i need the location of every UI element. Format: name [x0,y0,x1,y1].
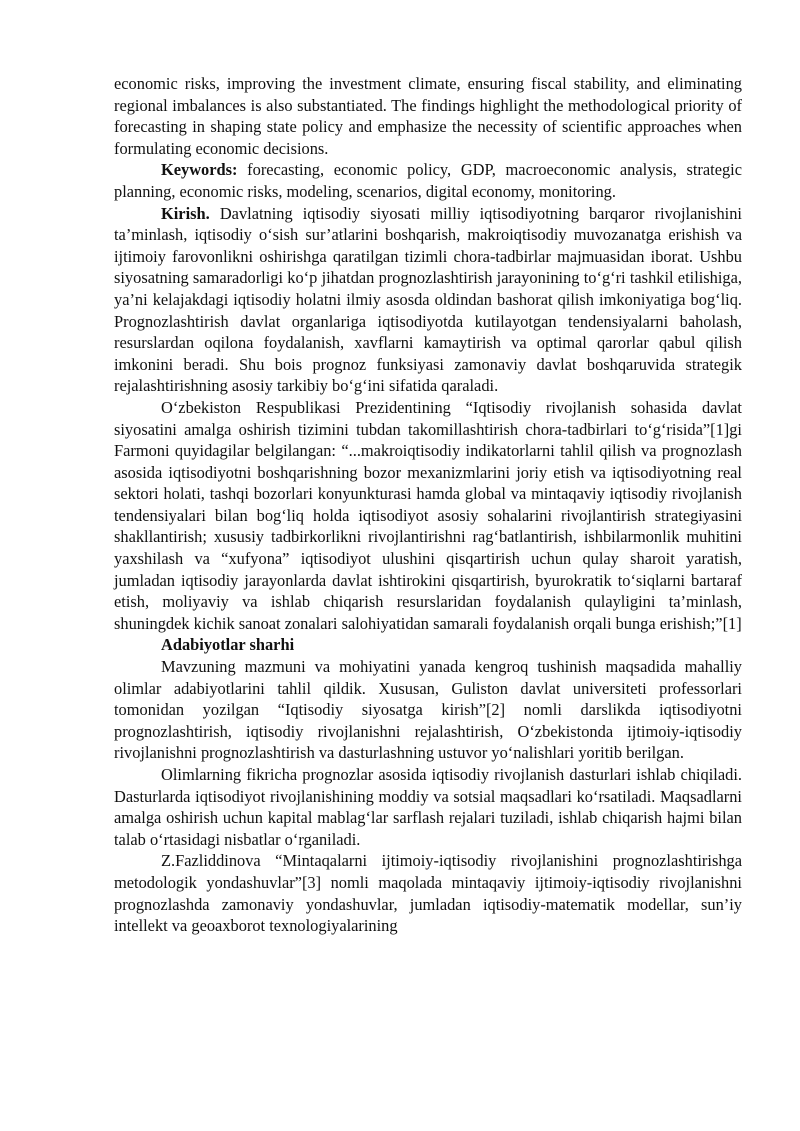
keywords-text: forecasting, economic policy, GDP, macroeconomic analysis, strategic planning, economic risks, modeling, scenarios, digital economy, monitoring. [114,160,742,201]
paper-page [114,73,742,937]
section-heading-literature-review: Adabiyotlar sharhi [161,635,295,655]
introduction-paragraph [114,203,742,397]
introduction-text: Davlatning iqtisodiy siyosati milliy iqtisodiyotning barqaror rivojlanishini ta’minlash, iqtisodiy o‘sish sur’atlarini boshqarish, makroiqtisodiy muvozanatga erishish va ijtimoiy farovonlikni oshirishga qaratilgan tizimli chora-tadbirlar majmuasidan iborat. Ushbu siyosatning samaradorligi ko‘p jihatdan prognozlashtirish jarayonining to‘g‘ri tashkil etilishiga, ya’ni kelajakdagi iqtisodiy holatni ilmiy asosda oldindan bashorat qilish imkoniyatiga bog‘liq. Prognozlashtirish davlat organlariga iqtisodiyotda kutilayotgan tendensiyalarni baholash, resurslardan oqilona foydalanish, xavflarni kamaytirish va optimal qarorlar qabul qilish imkonini beradi. Shu bois prognoz funksiyasi zamonaviy davlat boshqaruvida strategik rejalashtirishning asosiy tarkibiy bo‘g‘ini sifatida qaraladi. [114,203,742,396]
keywords-paragraph [114,159,742,202]
introduction-label: Kirish. [161,203,210,223]
keywords-label: Keywords: [161,160,238,180]
abstract-continuation: economic risks, improving the investment climate, ensuring fiscal stability, and eliminating regional imbalances is also substantiated. The findings highlight the methodological priority of forecasting in shaping state policy and emphasize the necessity of scientific approaches when formulating economic decisions. [114,74,742,158]
literature-paragraph-1: Mavzuning mazmuni va mohiyatini yanada kengroq tushinish maqsadida mahalliy olimlar adabiyotlarini tahlil qildik. Xususan, Guliston davlat universiteti professorlari tomonidan yozilgan “Iqtisodiy siyosatga kirish”[2] nomli darslikda iqtisodiyotni prognozlashtirish, iqtisodiy rivojlanishni rejalashtirish, O‘zbekistonda ijtimoiy-iqtisodiy rivojlanishni prognozlashtirish va dasturlashning ustuvor yo‘nalishlari yoritib berilgan. [114,657,742,763]
decree-paragraph: O‘zbekiston Respublikasi Prezidentining “Iqtisodiy rivojlanish sohasida davlat siyosatini amalga oshirish tizimini tubdan takomillashtirish chora-tadbirlari to‘g‘risida”[1]gi Farmoni quyidagilar belgilangan: “...makroiqtisodiy indikatorlarni tahlil qilish va prognozlash asosida iqtisodiyotni boshqarishning bozor mexanizmlarini joriy etish va iqtisodiyotning real sektori holati, tashqi bozorlari konyunkturasi hamda global va mintaqaviy iqtisodiy rivojlanish tendensiyalari bilan bog‘liq holda iqtisodiyot asosiy sohalarini rivojlantirish strategiyasini shakllantirish; xususiy tadbirkorlikni rivojlantirishni rag‘batlantirish, ishbilarmonlik muhitini yaxshilash va “xufyona” iqtisodiyot ulushini qisqartirish uchun qulay sharoit yaratish, jumladan iqtisodiy jarayonlarda davlat ishtirokini qisqartirish, byurokratik to‘siqlarni bartaraf etish, moliyaviy va ishlab chiqarish resurslaridan foydalanish qulayligini ta’minlash, shuningdek kichik sanoat zonalari salohiyatidan samarali foydalanish orqali bunga erishish;”[1] [114,397,742,633]
literature-paragraph-2: Olimlarning fikricha prognozlar asosida iqtisodiy rivojlanish dasturlari ishlab chiqiladi. Dasturlarda iqtisodiyot rivojlanishining moddiy va sotsial maqsadlari ko‘rsatiladi. Maqsadlarni amalga oshirish uchun kapital mablag‘lar sarflash rejalari tuziladi, ishlab chiqarish hajmi bilan talab o‘rtasidagi nisbatlar o‘rganiladi. [114,765,742,849]
literature-paragraph-3: Z.Fazliddinova “Mintaqalarni ijtimoiy-iqtisodiy rivojlanishini prognozlashtirishga metodologik yondashuvlar”[3] nomli maqolada mintaqaviy ijtimoiy-iqtisodiy rivojlanishni prognozlashda zamonaviy yondashuvlar, jumladan iqtisodiy-matematik modellar, sun’iy intellekt va geoaxborot texnologiyalarining [114,851,742,936]
